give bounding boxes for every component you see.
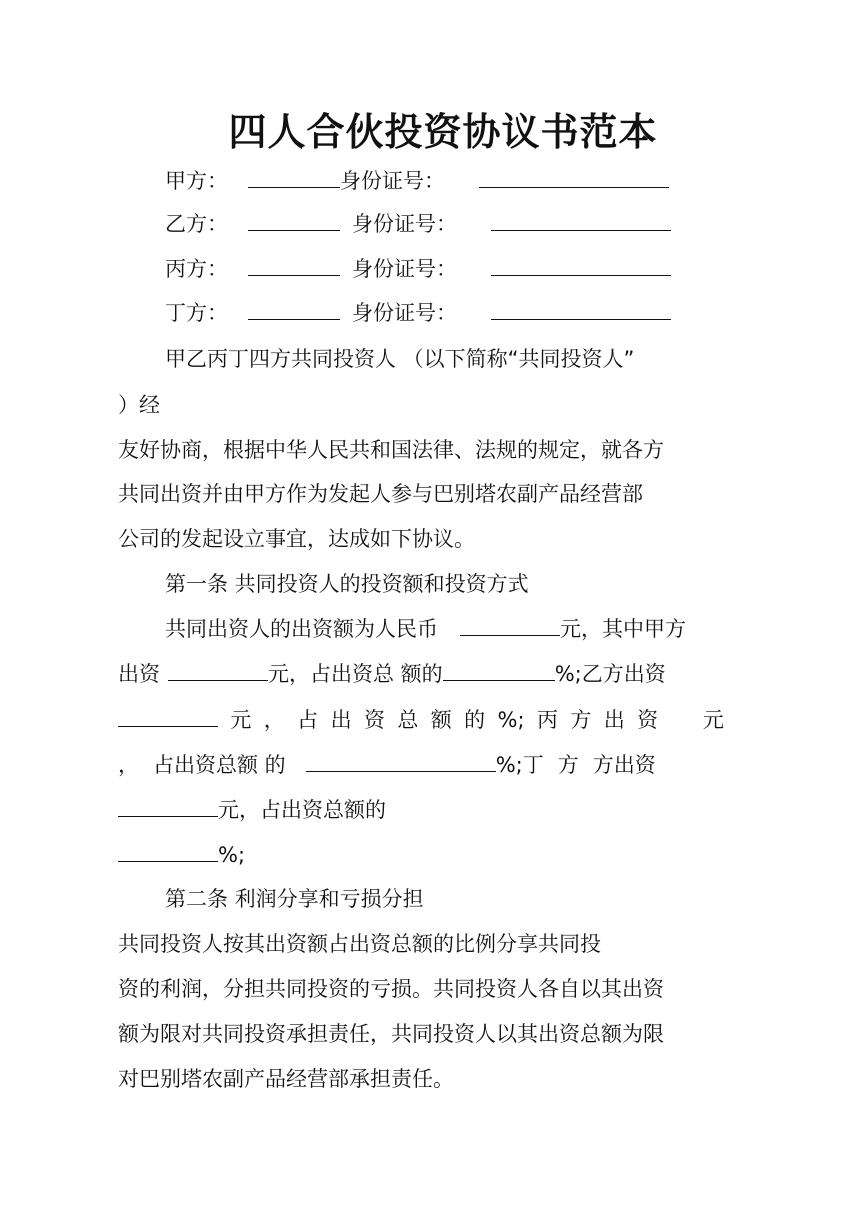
article-1-line: [118, 659, 666, 689]
amount-blank: [118, 706, 218, 727]
party-row-c: [165, 254, 671, 284]
article-1-line: [118, 795, 386, 825]
text-token: ，: [263, 708, 285, 732]
article-2-line: 对巴别塔农副产品经营部承担责任。: [118, 1067, 454, 1091]
text-token: 占: [297, 708, 319, 732]
article-2-line: 额为限对共同投资承担责任，共同投资人以其出资总额为限: [118, 1022, 664, 1046]
text-segment: 出资: [118, 662, 160, 686]
article-1-line: [118, 750, 656, 780]
text-segment: 元，占出资总 额的: [268, 662, 443, 686]
text-token: 的: [464, 708, 486, 732]
article-2-line: 资的利润，分担共同投资的亏损。共同投资人各自以其出资: [118, 977, 664, 1001]
article-1-line: [118, 840, 245, 870]
text-segment: 元，其中甲方: [560, 617, 686, 641]
text-token: 额: [430, 708, 452, 732]
party-label: 甲方：: [165, 169, 228, 193]
percent-blank: [443, 660, 555, 681]
text-segment: ，: [118, 753, 139, 777]
party-id-label: 身份证号：: [352, 212, 457, 236]
text-token: 资: [363, 708, 385, 732]
amount-blank: [118, 796, 218, 817]
text-token: 方: [570, 708, 592, 732]
party-id-blank: [491, 210, 671, 231]
percent-blank: [306, 751, 496, 772]
party-row-d: [165, 298, 671, 328]
party-row-a: [165, 166, 669, 196]
intro-line: ）经: [118, 393, 160, 417]
text-segment: 方出资: [592, 753, 656, 777]
text-token: 元: [702, 708, 724, 732]
article-2-line: 共同投资人按其出资额占出资总额的比例分享共同投: [118, 932, 601, 956]
party-name-blank: [248, 299, 340, 320]
party-id-label: 身份证号：: [340, 169, 445, 193]
text-segment: %;丁: [495, 753, 544, 777]
party-row-b: [165, 209, 671, 239]
text-token: 丙: [536, 708, 558, 732]
amount-blank: [460, 615, 560, 636]
text-token: 资: [637, 708, 659, 732]
party-id-blank: [491, 255, 671, 276]
party-name-blank: [248, 167, 340, 188]
text-segment: %;乙方出资: [554, 662, 666, 686]
article-1-line-spread: [118, 705, 724, 735]
intro-line: 友好协商，根据中华人民共和国法律、法规的规定，就各方: [118, 438, 664, 462]
party-name-blank: [248, 210, 340, 231]
party-id-blank: [479, 167, 669, 188]
percent-blank: [118, 841, 218, 862]
party-label: 丙方：: [165, 257, 228, 281]
text-token: %;: [497, 708, 525, 732]
party-name-blank: [248, 255, 340, 276]
party-label: 丁方：: [165, 301, 228, 325]
party-id-label: 身份证号：: [352, 301, 457, 325]
text-token: 出: [330, 708, 352, 732]
document-title: 四人合伙投资协议书范本: [228, 110, 658, 154]
party-id-label: 身份证号：: [352, 257, 457, 281]
amount-blank: [168, 660, 268, 681]
party-label: 乙方：: [165, 212, 228, 236]
text-segment: 方: [557, 753, 579, 777]
party-id-blank: [491, 299, 671, 320]
intro-line: 甲乙丙丁四方共同投资人 （以下简称“共同投资人”: [165, 347, 635, 371]
text-token: 总: [397, 708, 419, 732]
text-segment: 元，占出资总额的: [218, 798, 386, 822]
article-2-heading: 第二条 利润分享和亏损分担: [165, 887, 424, 911]
article-1-heading: 第一条 共同投资人的投资额和投资方式: [165, 572, 529, 596]
text-token: 元: [230, 708, 252, 732]
text-token: 出: [603, 708, 625, 732]
intro-line: 公司的发起设立事宜，达成如下协议。: [118, 527, 475, 551]
article-1-line: [165, 614, 686, 644]
text-segment: 共同出资人的出资额为人民币: [165, 617, 438, 641]
intro-line: 共同出资并由甲方作为发起人参与巴别塔农副产品经营部: [118, 482, 643, 506]
text-segment: %;: [218, 843, 246, 867]
text-segment: 占出资总额 的: [153, 753, 286, 777]
